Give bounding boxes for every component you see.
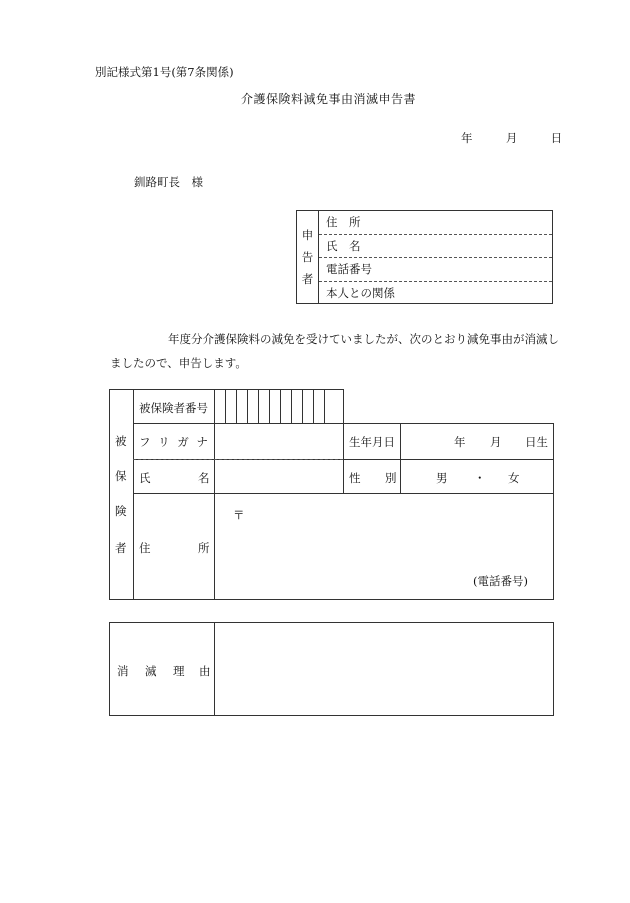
address-label-char: 所 bbox=[198, 541, 210, 555]
reason-label-char: 消 bbox=[117, 664, 129, 678]
name-input[interactable] bbox=[215, 460, 343, 493]
addressee: 釧路町長 様 bbox=[134, 175, 203, 189]
birth-day-label: 日生 bbox=[525, 435, 548, 449]
address-phone-label: (電話番号) bbox=[473, 574, 528, 588]
reason-input[interactable] bbox=[216, 623, 553, 715]
insured-person-table bbox=[109, 389, 554, 600]
birth-year-label: 年 bbox=[454, 435, 466, 449]
gender-label-char: 別 bbox=[385, 471, 397, 485]
reason-label-char: 理 bbox=[173, 664, 185, 678]
insured-number-label: 被保険者番号 bbox=[139, 401, 208, 415]
furigana-input[interactable] bbox=[215, 424, 343, 458]
applicant-relation-label: 本人との関係 bbox=[326, 285, 395, 300]
name-label-char: 氏 bbox=[139, 471, 151, 485]
date-month-label: 月 bbox=[505, 131, 518, 145]
applicant-side-label bbox=[297, 211, 319, 303]
applicant-phone-label: 電話番号 bbox=[326, 262, 372, 276]
applicant-relation-field[interactable] bbox=[319, 282, 552, 306]
applicant-side-char: 告 bbox=[301, 250, 314, 264]
gender-label-char: 性 bbox=[349, 471, 361, 485]
gender-separator: ・ bbox=[474, 471, 486, 485]
gender-male-option[interactable]: 男 bbox=[436, 471, 448, 485]
insured-side-char: 者 bbox=[115, 541, 127, 555]
reason-box bbox=[109, 622, 554, 716]
birth-month-label: 月 bbox=[490, 435, 502, 449]
insured-side-char: 被 bbox=[115, 434, 127, 448]
date-day-label: 日 bbox=[550, 131, 563, 145]
insured-side-char: 険 bbox=[115, 504, 127, 518]
reason-label-cell bbox=[110, 623, 215, 715]
name-label-char: 名 bbox=[198, 471, 210, 485]
applicant-address-label: 住 所 bbox=[326, 215, 361, 229]
insured-number-digit-boxes[interactable] bbox=[215, 390, 343, 423]
applicant-address-field[interactable] bbox=[319, 211, 552, 235]
applicant-side-char: 者 bbox=[301, 272, 314, 286]
applicant-name-label: 氏 名 bbox=[326, 238, 361, 253]
applicant-box bbox=[296, 210, 553, 304]
gender-female-option[interactable]: 女 bbox=[508, 471, 520, 485]
furigana-label: フ リ ガ ナ bbox=[139, 435, 210, 449]
reason-label-char: 由 bbox=[199, 664, 211, 678]
address-label-char: 住 bbox=[139, 541, 151, 555]
birth-date-input[interactable] bbox=[401, 424, 553, 459]
birth-date-label: 生年月日 bbox=[349, 435, 395, 449]
applicant-name-field[interactable] bbox=[319, 235, 552, 259]
reason-label-char: 滅 bbox=[145, 664, 157, 678]
date-line bbox=[461, 130, 562, 146]
applicant-phone-field[interactable] bbox=[319, 258, 552, 282]
applicant-side-char: 申 bbox=[301, 228, 314, 242]
address-input[interactable] bbox=[215, 494, 553, 599]
declaration-body: 年度分介護保険料の減免を受けていましたが、次のとおり減免事由が消滅しましたので、申告します。 bbox=[110, 332, 559, 370]
postal-mark: 〒 bbox=[233, 508, 245, 522]
date-year-label: 年 bbox=[461, 131, 473, 145]
document-title: 介護保険料減免事由消滅申告書 bbox=[241, 92, 417, 106]
insured-side-char: 保 bbox=[115, 469, 127, 483]
form-identifier: 別記様式第1号(第7条関係) bbox=[95, 65, 234, 79]
declaration-text bbox=[110, 327, 570, 375]
